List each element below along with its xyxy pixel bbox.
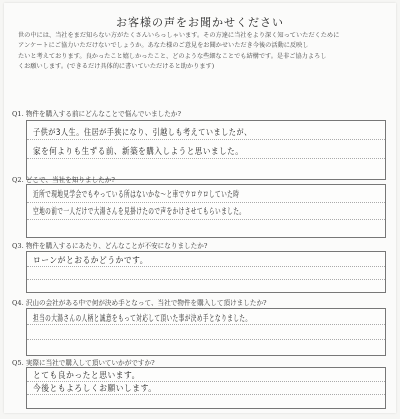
answer-line: 空地の前で一人だけで大湯さんを見掛けたので声をかけさせてもらいました。 bbox=[33, 207, 246, 217]
answer-line: 近所で現地見学会でもやっている所はないかな～と車でウロウロしていた時 bbox=[33, 190, 240, 200]
answer-line: 今後ともよろしくお願いします。 bbox=[33, 384, 157, 394]
ruled-line bbox=[27, 339, 385, 340]
answer-line: ローンがとおるかどうかです。 bbox=[33, 256, 149, 266]
survey-sheet bbox=[4, 3, 396, 413]
question-4-title bbox=[12, 297, 267, 307]
answer-box-3 bbox=[26, 251, 386, 293]
question-label: Q4. bbox=[12, 299, 24, 307]
answer-box-2 bbox=[26, 184, 386, 238]
question-label: Q2. bbox=[12, 176, 24, 184]
ruled-line bbox=[27, 202, 385, 203]
intro-line: 世の中には、当社をまだ知らない方がたくさんいらっしゃいます。その方達に当社をより深く知っていただくために bbox=[18, 32, 340, 39]
ruled-line bbox=[27, 139, 385, 140]
intro-line: アンケートにご協力いただけないでしょうか。あなた様のご意見をお聞かせいただき今後の活動に反映し bbox=[18, 42, 309, 50]
ruled-line bbox=[27, 324, 385, 325]
ruled-line bbox=[27, 279, 385, 280]
answer-line: とても良かったと思います。 bbox=[33, 371, 140, 381]
question-1-title bbox=[12, 108, 181, 118]
question-text: 沢山の会社がある中で何が決め手となって、当社で物件を購入して頂けましたか? bbox=[25, 299, 267, 307]
question-text: 実際に当社で購入して頂いていかがですか? bbox=[25, 359, 155, 367]
answer-line: 担当の大湯さんの人柄と誠意をもって対応して頂いた事が決め手となりました。 bbox=[33, 314, 252, 324]
ruled-line bbox=[27, 158, 385, 159]
answer-line: 家を何よりも生ずる前、新築を購入しようと思いました。 bbox=[33, 147, 244, 157]
question-text: 物件を購入する前にどんなことで悩んでいましたか? bbox=[25, 110, 182, 118]
question-label: Q1. bbox=[12, 110, 24, 118]
answer-box-4 bbox=[26, 308, 386, 356]
question-3-title bbox=[12, 240, 207, 250]
intro-text bbox=[18, 31, 384, 73]
ruled-line bbox=[27, 266, 385, 267]
survey-title: お客様の声をお聞かせください bbox=[116, 16, 284, 29]
question-label: Q3. bbox=[12, 242, 24, 250]
intro-line: くお願いします。(できるだけ具体的に書いていただけると助かります) bbox=[18, 63, 215, 71]
question-text: どこで、当社を知りましたか? bbox=[25, 176, 115, 184]
question-2-title bbox=[12, 174, 115, 184]
ruled-line bbox=[27, 394, 385, 395]
intro-line: たいと考えております。良かったこと嬉しかったこと、どのような些細なことでも結構です。是非ご協力よろし bbox=[18, 52, 327, 60]
ruled-line bbox=[27, 219, 385, 220]
answer-box-5 bbox=[26, 367, 386, 409]
question-label: Q5. bbox=[12, 359, 24, 367]
answer-line: 子供が3人生。住居が手狭になり、引越しも考えていましたが、 bbox=[33, 128, 252, 138]
question-text: 物件を購入するにあたり、どんなことが不安になりましたか? bbox=[25, 242, 208, 250]
question-5-title bbox=[12, 357, 155, 367]
answer-box-1 bbox=[26, 120, 386, 180]
